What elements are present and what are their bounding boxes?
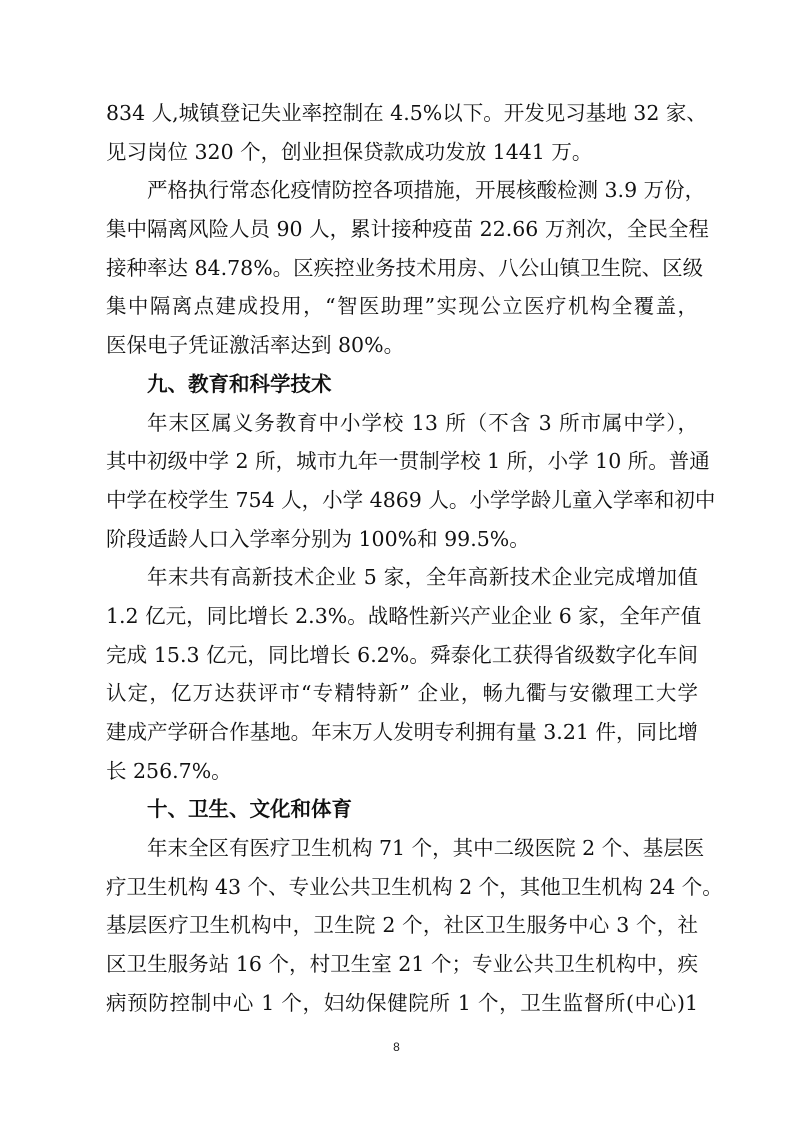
text-line: 年末共有高新技术企业 5 家，全年高新技术企业完成增加值	[147, 565, 698, 590]
text-line: 阶段适龄人口入学率分别为 100%和 99.5%。	[106, 526, 530, 551]
section-heading: 十、卫生、文化和体育	[147, 797, 352, 822]
text-line: 年末区属义务教育中小学校 13 所（不含 3 所市属中学），	[147, 410, 698, 435]
paragraph	[106, 171, 709, 364]
text-line: 接种率达 84.78%。区疾控业务技术用房、八公山镇卫生院、区级	[106, 255, 704, 280]
text-line: 完成 15.3 亿元，同比增长 6.2%。舜泰化工获得省级数字化车间	[106, 642, 698, 667]
text-line: 建成产学研合作基地。年末万人发明专利拥有量 3.21 件，同比增	[106, 720, 698, 744]
text-line: 中学在校学生 754 人，小学 4869 人。小学学龄儿童入学率和初中	[106, 487, 716, 512]
document-body	[106, 94, 723, 1023]
text-line: 1.2 亿元，同比增长 2.3%。战略性新兴产业企业 6 家，全年产值	[106, 603, 702, 628]
text-line: 疗卫生机构 43 个、专业公共卫生机构 2 个，其他卫生机构 24 个。	[106, 874, 723, 899]
text-line: 医保电子凭证激活率达到 80%。	[106, 333, 405, 358]
paragraph	[106, 404, 716, 559]
text-line: 长 256.7%。	[106, 758, 232, 783]
text-line: 病预防控制中心 1 个，妇幼保健院所 1 个，卫生监督所(中心)1	[106, 990, 698, 1015]
text-line: 区卫生服务站 16 个，村卫生室 21 个；专业公共卫生机构中，疾	[106, 952, 698, 977]
text-line: 834 人,城镇登记失业率控制在 4.5%以下。开发见习基地 32 家、	[106, 101, 707, 125]
paragraph	[106, 94, 707, 171]
text-line: 严格执行常态化疫情防控各项措施，开展核酸检测 3.9 万份，	[147, 178, 706, 203]
text-line: 集中隔离点建成投用，“智医助理”实现公立医疗机构全覆盖，	[106, 294, 698, 319]
text-line: 集中隔离风险人员 90 人，累计接种疫苗 22.66 万剂次，全民全程	[106, 217, 709, 242]
page-number: 8	[393, 1040, 400, 1054]
paragraph	[106, 829, 723, 1022]
text-line: 基层医疗卫生机构中，卫生院 2 个，社区卫生服务中心 3 个，社	[106, 913, 698, 938]
text-line: 认定，亿万达获评市“专精特新” 企业，畅九衢与安徽理工大学	[106, 681, 698, 706]
section-heading: 九、教育和科学技术	[147, 371, 332, 396]
paragraph	[106, 558, 702, 790]
text-line: 其中初级中学 2 所，城市九年一贯制学校 1 所，小学 10 所。普通	[106, 449, 710, 474]
text-line: 年末全区有医疗卫生机构 71 个，其中二级医院 2 个、基层医	[147, 836, 705, 861]
text-line: 见习岗位 320 个，创业担保贷款成功发放 1441 万。	[106, 139, 593, 164]
